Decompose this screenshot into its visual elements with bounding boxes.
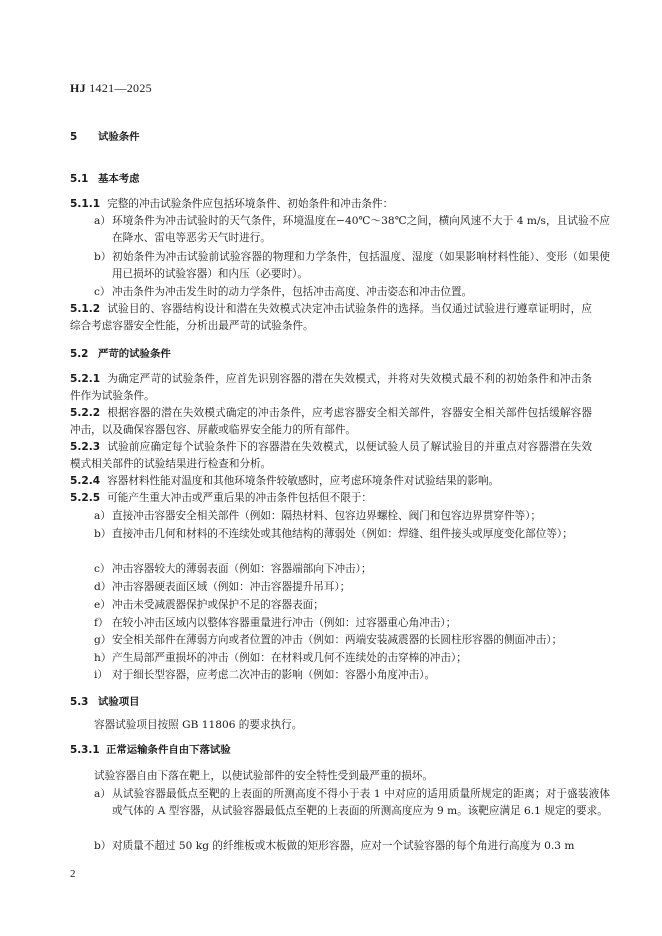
list-item [94,615,610,632]
clause-5-2-2 [70,405,592,439]
list-item [94,284,610,301]
item-text: 直接冲击容器安全相关部件（例如：隔热材料、包容边界螺栓、阀门和包容边界贯穿件等）； [112,510,542,522]
item-text: 冲击容器较大的薄弱表面（例如：容器端部向下冲击）； [112,563,372,575]
standard-code-prefix: HJ [70,81,86,95]
section-title: 试验条件 [98,131,140,143]
section-title: 严苛的试验条件 [98,348,171,360]
clause-number: 5.2.5 [70,492,101,504]
section-title: 试验项目 [98,696,140,708]
list-item [94,650,610,667]
section-5-2-heading [70,346,171,363]
item-label: c） [94,286,111,298]
item-text: 冲击未受减震器保护或保护不足的容器表面； [112,599,324,611]
section-number: 5.3.1 [70,744,100,756]
list-item [94,786,610,820]
clause-text: 根据容器的潜在失效模式确定的冲击条件，应考虑容器安全相关部件，容器安全相关部件包括缓解容器冲击，以及确保容器包容、屏蔽或临界安全能力的所有部件。 [70,407,592,436]
item-label: g） [94,634,112,646]
clause-number: 5.2.1 [70,373,101,385]
item-label: a） [94,215,111,227]
section-number: 5 [70,131,78,143]
clause-5-1-1 [70,196,592,213]
list-item [94,667,610,684]
clause-5-2-4 [70,473,592,490]
clause-text: 完整的冲击试验条件应包括环境条件、初始条件和冲击条件： [107,198,394,210]
clause-5-2-5 [70,490,592,507]
list-item [94,597,610,614]
clause-number: 5.2.4 [70,475,101,487]
standard-header [70,80,152,97]
list-item [94,579,610,596]
item-label: a） [94,788,111,800]
list-item [94,526,610,543]
section-title: 正常运输条件自由下落试验 [106,744,231,756]
clause-text: 容器材料性能对温度和其他环境条件较敏感时，应考虑环境条件对试验结果的影响。 [107,475,500,487]
item-text: 在较小冲击区域内以整体容器重量进行冲击（例如：过容器重心角冲击）； [112,617,457,629]
list-item [94,632,610,649]
section-5-3-heading [70,694,140,711]
clause-text: 试验前应确定每个试验条件下的容器潜在失效模式，以便试验人员了解试验目的并重点对容器潜在失效模式相关部件的试验结果进行检查和分析。 [70,441,592,470]
item-text: 环境条件为冲击试验时的天气条件，环境温度在−40℃～38℃之间，横向风速不大于 4 m/s，且试验不应在降水、雷电等恶劣天气时进行。 [112,215,610,244]
item-label: h） [94,652,112,664]
list-item [94,561,610,578]
item-label: b） [94,251,112,263]
item-label: d） [94,581,112,593]
section-number: 5.1 [70,173,89,185]
page-number: 2 [70,868,76,880]
section-title: 基本考虑 [98,173,140,185]
clause-5-1-2 [70,301,592,335]
clause-text: 可能产生重大冲击或严重后果的冲击条件包括但不限于： [107,492,373,504]
item-text: 安全相关部件在薄弱方向或者位置的冲击（例如：两端安装减震器的长圆柱形容器的侧面冲击）； [112,634,563,646]
clause-5-2-3 [70,439,592,473]
item-text: 产生局部严重损坏的冲击（例如：在材料或几何不连续处的击穿棒的冲击）； [112,652,467,664]
clause-number: 5.2.3 [70,441,101,453]
item-label: f） [94,617,109,629]
section-5-heading [70,129,140,146]
section-5-3-1-intro: 试验容器自由下落在靶上，以使试验部件的安全特性受到最严重的损坏。 [94,770,433,782]
item-label: e） [94,599,111,611]
clause-text: 为确定严苛的试验条件，应首先识别容器的潜在失效模式，并将对失效模式最不利的初始条件和冲击条件作为试验条件。 [70,373,592,402]
list-item [94,838,610,855]
section-number: 5.2 [70,348,89,360]
section-5-3-text: 容器试验项目按照 GB 11806 的要求执行。 [94,719,303,731]
item-label: b） [94,840,112,852]
clause-5-2-1 [70,371,592,405]
item-text: 初始条件为冲击试验前试验容器的物理和力学条件，包括温度、湿度（如果影响材料性能）、变形（如果使用已损坏的试验容器）和内压（必要时）。 [112,251,610,280]
item-text: 冲击条件为冲击发生时的动力学条件，包括冲击高度、冲击姿态和冲击位置。 [112,286,473,298]
clause-number: 5.1.2 [70,303,101,315]
section-5-3-1-heading [70,742,231,759]
clause-text: 试验目的、容器结构设计和潜在失效模式决定冲击试验条件的选择。当仅通过试验进行遵章证明时，应综合考虑容器安全性能，分析出最严苛的试验条件。 [70,303,592,332]
item-label: b） [94,528,112,540]
item-text: 对于细长型容器，应考虑二次冲击的影响（例如：容器小角度冲击）。 [112,669,436,681]
item-text: 冲击容器硬表面区域（例如：冲击容器提升吊耳）； [112,581,351,593]
list-item [94,213,610,247]
item-label: i） [94,669,108,681]
item-text: 直接冲击几何和材料的不连续处或其他结构的薄弱处（例如：焊缝、组件接头或厚度变化部位等）； [112,528,573,540]
clause-number: 5.1.1 [70,198,101,210]
item-text: 从试验容器最低点至靶的上表面的所测高度不得小于表 1 中对应的适用质量所规定的距离；对于盛装液体或气体的 A 型容器，从试验容器最低点至靶的上表面的所测高度应为 9 m。该靶应满足 6.1 规定的要求。 [112,788,610,817]
item-label: c） [94,563,111,575]
list-item [94,249,610,283]
section-number: 5.3 [70,696,89,708]
standard-code-number: 1421—2025 [89,81,152,95]
clause-number: 5.2.2 [70,407,101,419]
section-5-1-heading [70,171,140,188]
item-label: a） [94,510,111,522]
list-item [94,508,610,525]
item-text: 对质量不超过 50 kg 的纤维板或木板做的矩形容器，应对一个试验容器的每个角进行高度为 0.3 m [112,840,575,852]
